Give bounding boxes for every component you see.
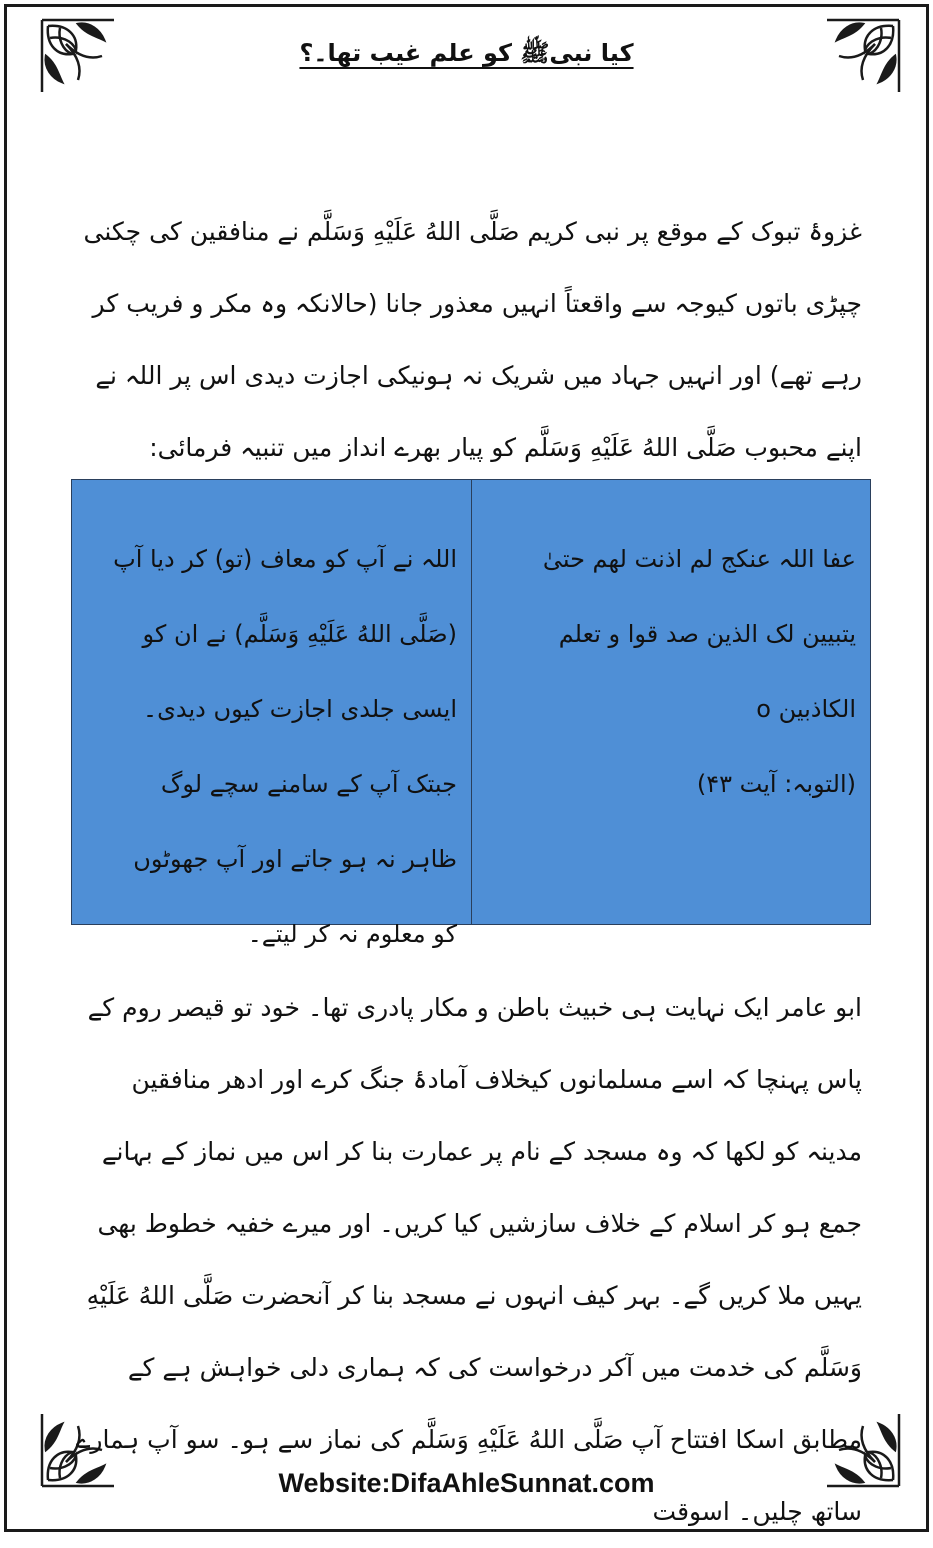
page-title: [0, 38, 933, 73]
verse-translation: اللہ نے آپ کو معاف (تو) کر دیا آپ (صَلَّى اللهُ عَلَيْهِ وَسَلَّم) نے ان کو ایسی جلدی اجازت کیوں دیدی۔ جبتک آپ کے سامنے سچے لوگ ظاہر نہ ہو جاتے اور آپ جھوٹوں کو معلوم نہ کر لیتے۔: [113, 545, 457, 948]
verse-translation-cell: [72, 480, 471, 948]
page-title-text: کیا نبیﷺ کو علم غیب تھا۔؟: [299, 39, 634, 67]
body-paragraph: ابو عامر ایک نہایت ہی خبیث باطن و مکار پادری تھا۔ خود تو قیصر روم کے پاس پہنچا کہ اسے مسلمانوں کیخلاف آمادۂ جنگ کرے اور ادھر منافقین مدینہ کو لکھا کہ وہ مسجد کے نام پر عمارت بنا کر اس میں نماز کے بہانے جمع ہو کر اسلام کے خلاف سازشیں کیا کریں۔ اور میرے خفیہ خطوط بھی یہیں ملا کریں گے۔ بہر کیف انہوں نے مسجد بنا کر آنحضرت صَلَّى اللهُ عَلَيْهِ وَسَلَّم کی خدمت میں آکر درخواست کی کہ ہماری دلی خواہش ہے کے مطابق اسکا افتتاح آپ صَلَّى اللهُ عَلَيْهِ وَسَلَّم کی نماز سے ہو۔ سو آپ ہمارے ساتھ چلیں۔ اسوقت: [75, 993, 862, 1526]
intro-paragraph: غزوۂ تبوک کے موقع پر نبی کریم صَلَّى اللهُ عَلَيْهِ وَسَلَّم نے منافقین کی چکنی چپڑی باتوں کیوجہ سے واقعتاً انہیں معذور جانا (حالانکہ وہ مکر و فریب کر رہے تھے) اور انہیں جہاد میں شریک نہ ہونیکی اجازت دیدی اس پر اللہ نے اپنے محبوب صَلَّى اللهُ عَلَيْهِ وَسَلَّم کو پیار بھرے انداز میں تنبیہ فرمائی:: [83, 217, 862, 462]
verse-arabic-cell: [471, 480, 870, 924]
website-footer: Website:DifaAhleSunnat.com: [278, 1468, 655, 1498]
verse-reference: (التوبہ: آیت ۴۳): [696, 770, 856, 798]
verse-table: [71, 479, 871, 948]
verse-arabic: عفا اللہ عنکج لم اذنت لھم حتیٰ یتبیین لک الذین صد قوا و تعلم الکاذبین o: [542, 545, 856, 723]
